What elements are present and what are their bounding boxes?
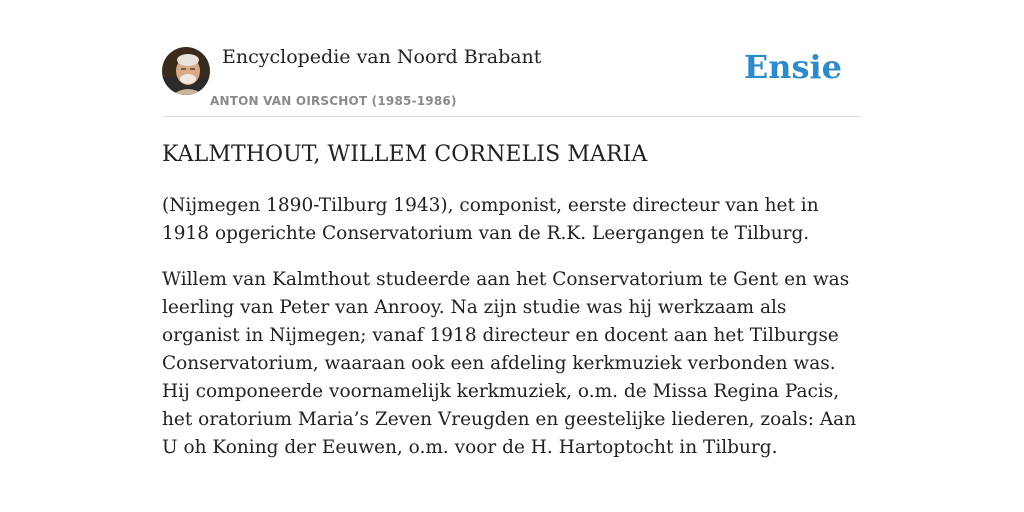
paragraph-body: Willem van Kalmthout studeerde aan het Conservatorium te Gent en was leerling van Peter van Anrooy. Na zijn studie was hij werkzaam als organist in Nijmegen; vanaf 1918 directeur en docent aan het Tilburgse Conservatorium, waaraan ook een afdeling kerkmuziek verbonden was. Hij componeerde voornamelijk kerkmuziek, o.m. de Missa Regina Pacis, het oratorium Maria’s Zeven Vreugden en geestelijke liederen, zoals: Aan U oh Koning der Eeuwen, o.m. voor de H. Hartoptocht in Tilburg.: [162, 269, 857, 458]
entry-title: KALMTHOUT, WILLEM CORNELIS MARIA: [162, 142, 648, 167]
author-avatar[interactable]: [162, 47, 210, 95]
paragraph-intro: (Nijmegen 1890-Tilburg 1943), componist, eerste directeur van het in 1918 opgerichte Conservatorium van de R.K. Leergangen te Tilburg.: [162, 195, 819, 244]
article: [162, 140, 862, 480]
author-portrait-icon: [162, 47, 210, 95]
page-header: [162, 40, 862, 117]
author-name[interactable]: ANTON VAN OIRSCHOT (1985-1986): [210, 94, 457, 108]
ensie-logo[interactable]: Ensie: [743, 48, 842, 86]
book-title[interactable]: Encyclopedie van Noord Brabant: [222, 46, 542, 68]
